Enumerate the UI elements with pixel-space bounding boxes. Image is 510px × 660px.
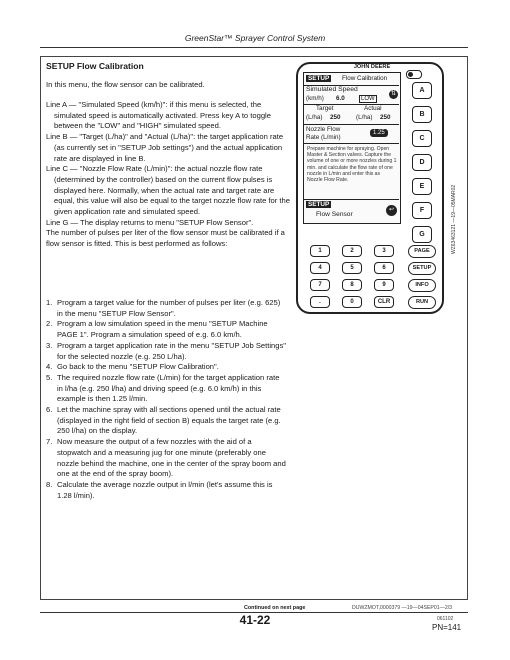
list-item: 6. Let the machine spray with all sections opened until the actual rate (displayed in the right field of section B) equals the target rate (e.g. 250 l/ha) on the display.	[46, 405, 281, 436]
instruction-note: Prepare machine for spraying. Open Master & Section valves. Capture the volume of one or more nozzles during 1 min. and calculate the flow rate of one nozzle in L/min and enter this as Nozzle Flow Rate.	[307, 146, 397, 184]
screen-header	[306, 75, 398, 84]
intro-text	[46, 80, 291, 91]
intro-paragraph: In this menu, the flow sensor can be calibrated.	[46, 80, 205, 89]
nozzle-label-2: Rate (L/min)	[306, 134, 341, 141]
target-value: 250	[330, 114, 341, 121]
pulses-text: The number of pulses per liter of the flow sensor must be calibrated if a flow sensor is fitted. This is best performed as follows:	[46, 228, 285, 249]
target-label: Target	[316, 105, 334, 112]
keypad-9[interactable]: 9	[374, 279, 394, 291]
display-unit	[296, 62, 444, 314]
list-item: 5. The required nozzle flow rate (L/min) for the target application rate in l/ha (e.g. 250 l/ha) and driving speed (e.g. 6.0 km/h) in this example is then 1.25 l/min.	[46, 372, 280, 404]
side-key-g[interactable]: G	[412, 226, 432, 243]
side-key-b[interactable]: B	[412, 106, 432, 123]
nozzle-value: 1.25	[370, 129, 388, 137]
footer-screen-title: Flow Sensor	[316, 211, 353, 218]
keypad-6[interactable]: 6	[374, 262, 394, 274]
run-button[interactable]: RUN	[408, 296, 436, 309]
setup-button[interactable]: SETUP	[408, 262, 436, 275]
header-rule	[40, 47, 468, 48]
side-key-a[interactable]: A	[412, 82, 432, 99]
nozzle-value-field[interactable]	[370, 129, 388, 136]
screen-divider	[304, 143, 399, 144]
list-item: 7. Now measure the output of a few nozzles with the aid of a stopwatch and a measuring jug for one minute (preferably one nozzle behind the machine, one in the center of the spray boom and one at the end of the spray boom).	[46, 437, 286, 479]
date-code: 061102	[437, 616, 454, 622]
line-a-text: Line A — "Simulated Speed (km/h)": if this menu is selected, the simulated speed is automatically activated. Press key A to toggle between the "LOW" and "HIGH" simulated speed.	[46, 100, 271, 131]
sim-speed-value: 6.0	[336, 95, 345, 102]
keypad-clr[interactable]: CLR	[374, 296, 394, 308]
target-unit: (L/ha)	[306, 114, 323, 121]
figure-id: WZ63463121 —19—05MAR02	[451, 184, 457, 254]
actual-unit: (L/ha)	[356, 114, 373, 121]
sim-speed-unit: (km/h)	[306, 95, 324, 102]
procedure-list	[46, 298, 286, 501]
list-item: 2. Program a low simulation speed in the menu "SETUP Machine PAGE 1". Program a simulation speed of e.g. 6.0 km/h.	[46, 319, 268, 340]
sim-speed-label: Simulated Speed	[306, 86, 358, 93]
keypad-5[interactable]: 5	[342, 262, 362, 274]
keypad-0[interactable]: 0	[342, 296, 362, 308]
sim-mode-box[interactable]	[359, 95, 377, 102]
side-key-c[interactable]: C	[412, 130, 432, 147]
keypad-1[interactable]: 1	[310, 245, 330, 257]
footer-tag-wrap	[306, 201, 331, 208]
page-number: 41-22	[239, 613, 271, 627]
screen-title: Flow Calibration	[342, 75, 388, 82]
back-arrow-icon: ↩	[386, 205, 397, 216]
keypad-8[interactable]: 8	[342, 279, 362, 291]
list-item: 4. Go back to the menu "SETUP Flow Calibration".	[46, 362, 219, 372]
side-key-d[interactable]: D	[412, 154, 432, 171]
side-key-f[interactable]: F	[412, 202, 432, 219]
line-g-text: Line G — The display returns to menu "SETUP Flow Sensor".	[46, 217, 254, 227]
list-item: 8. Calculate the average nozzle output in l/min (let's assume this is 1.28 l/min).	[46, 479, 273, 500]
line-c-text: Line C — "Nozzle Flow Rate (L/min)": the actual nozzle flow rate (determined by the controller) based on the current flow pulses is displayed here. Normally, when the actual rate and target rate are equal, this value will also be equal to the target nozzle flow rate for the given application rate and simulated speed.	[46, 164, 290, 217]
line-descriptions	[46, 100, 291, 250]
page-button[interactable]: PAGE	[408, 245, 436, 258]
list-item: 3. Program a target application rate in the menu "SETUP Job Settings" for the selected nozzle (e.g. 250 L/ha).	[46, 340, 286, 361]
display-screen	[303, 72, 401, 224]
keypad-dot[interactable]: .	[310, 296, 330, 308]
continued-note: Continued on next page	[244, 605, 306, 611]
screen-tag: SETUP	[308, 75, 330, 82]
list-item: 1. Program a target value for the number of pulses per liter (e.g. 625) in the menu "SETUP Flow Sensor".	[46, 298, 281, 318]
keypad-4[interactable]: 4	[310, 262, 330, 274]
info-button[interactable]: INFO	[408, 279, 436, 292]
document-code: DUWZMOT,0000379 —19—04SEP01—2/3	[352, 605, 453, 611]
keypad-7[interactable]: 7	[310, 279, 330, 291]
running-header: GreenStar™ Sprayer Control System	[184, 33, 326, 43]
line-b-text: Line B — "Target (L/ha)" and "Actual (L/ha)": the target application rate (as currently set in "SETUP Job settings") and the actual application rate are displayed in line B.	[46, 132, 284, 163]
section-title: SETUP Flow Calibration	[46, 61, 144, 71]
side-key-e[interactable]: E	[412, 178, 432, 195]
footer-tag: SETUP	[308, 201, 330, 208]
pn-number: PN=141	[432, 623, 462, 632]
toggle-arrow-icon: ⇅	[390, 91, 397, 97]
screen-divider	[304, 199, 399, 200]
screen-divider	[304, 124, 399, 125]
sim-mode-value: LOW	[361, 96, 375, 102]
brand-label: JOHN DEERE	[353, 64, 391, 70]
keypad-2[interactable]: 2	[342, 245, 362, 257]
nozzle-label-1: Nozzle Flow	[306, 126, 341, 133]
actual-value: 250	[380, 114, 391, 121]
dial-icon	[406, 70, 422, 79]
keypad-3[interactable]: 3	[374, 245, 394, 257]
actual-label: Actual	[364, 105, 382, 112]
